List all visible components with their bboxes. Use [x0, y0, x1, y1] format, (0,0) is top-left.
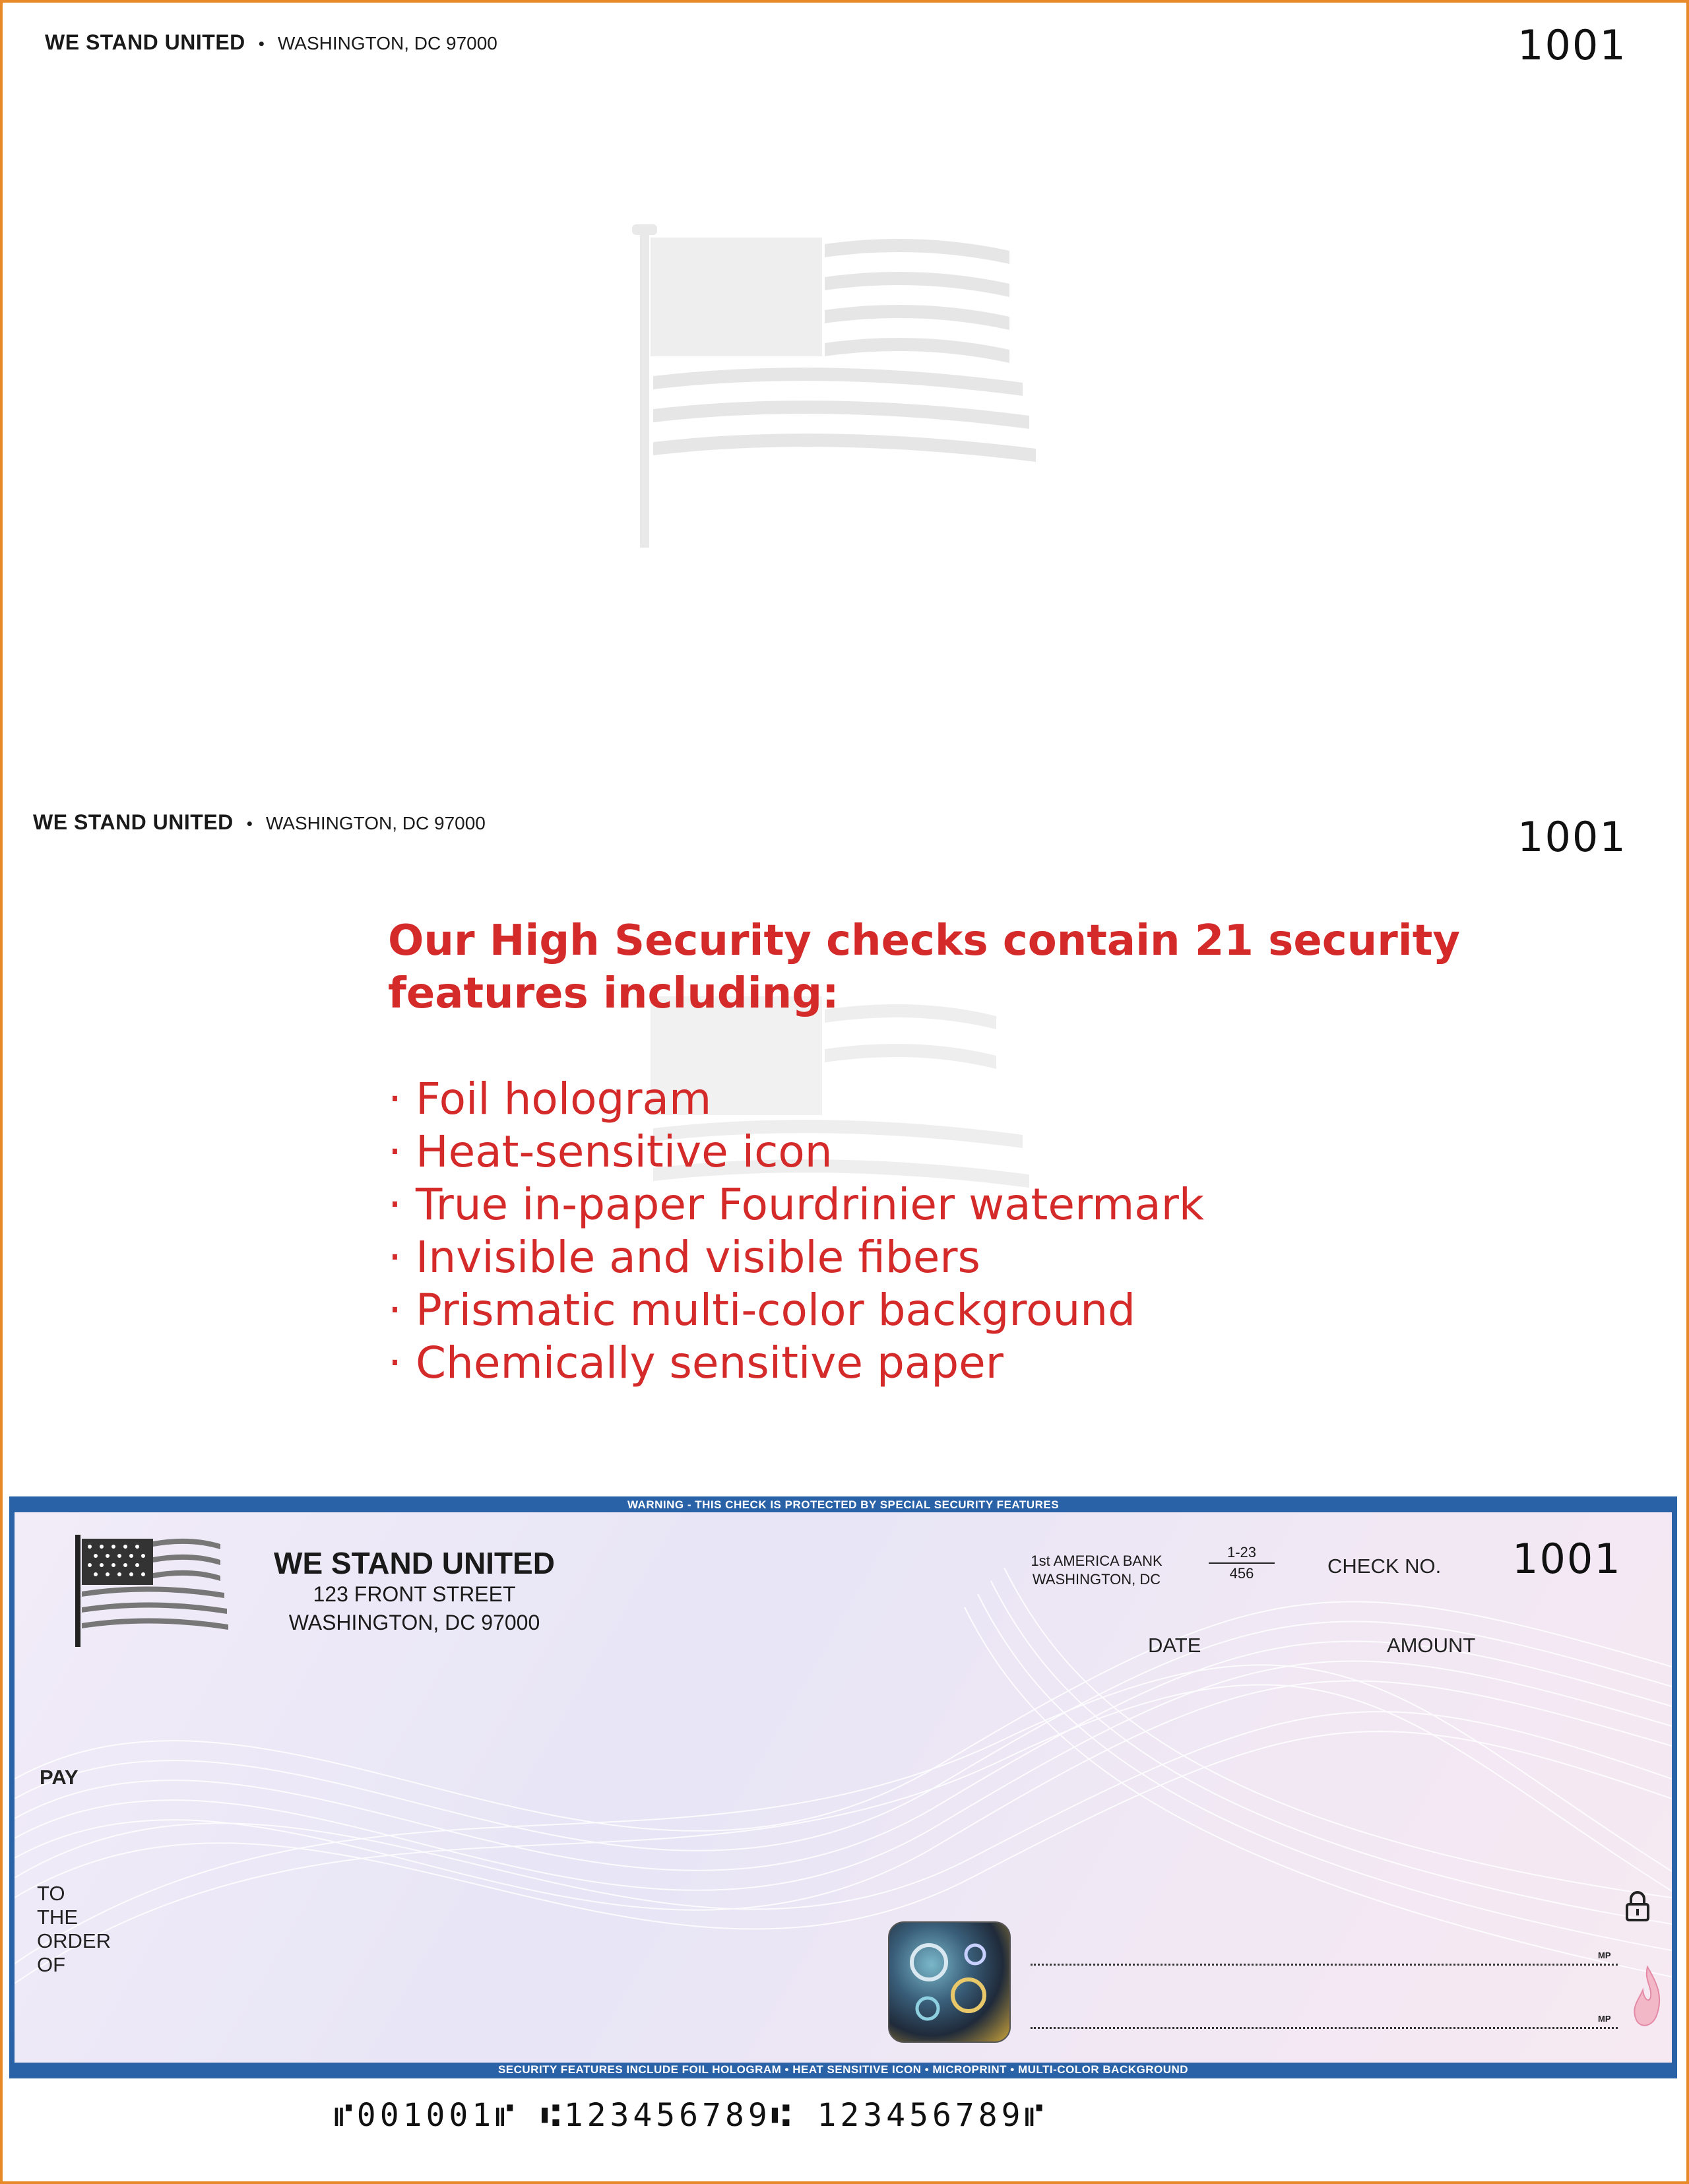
stub-check-number-1: 1001 [1517, 21, 1627, 69]
stub-company-name: WE STAND UNITED [45, 30, 245, 54]
lock-icon [1624, 1891, 1651, 1921]
flag-watermark-icon [627, 224, 1049, 554]
stub-company-name: WE STAND UNITED [33, 810, 234, 834]
micr-line: ⑈001001⑈ ⑆123456789⑆ 123456789⑈ [334, 2097, 1048, 2134]
feature-item: · True in-paper Fourdrinier watermark [388, 1179, 1205, 1230]
pay-label: PAY [40, 1766, 79, 1789]
security-features-band: SECURITY FEATURES INCLUDE FOIL HOLOGRAM • HEAT SENSITIVE ICON • MICROPRINT • MULTI-COLOR BACKGROUND [9, 2063, 1677, 2077]
warning-band: WARNING - THIS CHECK IS PROTECTED BY SPECIAL SECURITY FEATURES [9, 1498, 1677, 1512]
feature-item: · Chemically sensitive paper [388, 1337, 1004, 1388]
fraction-bottom: 456 [1209, 1562, 1275, 1582]
check-no-label: CHECK NO. [1327, 1555, 1442, 1578]
foil-hologram [888, 1921, 1011, 2043]
heat-sensitive-icon [1631, 1964, 1664, 2036]
stub-header-2 [33, 810, 486, 835]
feature-item: · Invisible and visible fibers [388, 1232, 980, 1283]
microprint-label: MP [1598, 1950, 1611, 1960]
bank-name: 1st AMERICA BANK [1031, 1553, 1163, 1569]
promo-title-line1: Our High Security checks contain 21 security [388, 916, 1461, 965]
fraction-top: 1-23 [1227, 1544, 1257, 1560]
stub-bullet: • [258, 34, 265, 53]
check-company-name: WE STAND UNITED [274, 1546, 555, 1580]
order-line: TO [37, 1882, 65, 1905]
stub-address: WASHINGTON, DC 97000 [265, 813, 486, 833]
flag-logo-icon [71, 1535, 230, 1647]
check-body [9, 1496, 1677, 2078]
feature-item: · Foil hologram [388, 1074, 712, 1124]
signature-line-2[interactable] [1031, 2027, 1618, 2029]
order-line: THE [37, 1906, 78, 1929]
order-line: ORDER [37, 1929, 111, 1952]
stub-check-number-2: 1001 [1517, 813, 1627, 861]
amount-label: AMOUNT [1387, 1634, 1476, 1657]
date-label: DATE [1148, 1634, 1201, 1657]
check-number: 1001 [1512, 1535, 1622, 1583]
feature-list [388, 1073, 1510, 1390]
microprint-label: MP [1598, 2014, 1611, 2024]
bank-block [998, 1552, 1195, 1589]
to-the-order-of [37, 1882, 111, 1977]
check-company-block [249, 1545, 579, 1635]
order-line: OF [37, 1953, 66, 1976]
feature-item: · Prismatic multi-color background [388, 1285, 1136, 1335]
stub-bullet: • [246, 814, 253, 833]
check-city: WASHINGTON, DC 97000 [288, 1611, 540, 1634]
promo-block [388, 915, 1510, 1390]
promo-title-line2: features including: [388, 969, 839, 1018]
stub-header-1 [45, 30, 497, 55]
routing-fraction [1209, 1544, 1275, 1582]
bank-city: WASHINGTON, DC [1032, 1571, 1161, 1588]
feature-item: · Heat-sensitive icon [388, 1126, 833, 1177]
signature-line-1[interactable] [1031, 1964, 1618, 1966]
check-street: 123 FRONT STREET [313, 1582, 516, 1606]
stub-address: WASHINGTON, DC 97000 [277, 33, 497, 53]
